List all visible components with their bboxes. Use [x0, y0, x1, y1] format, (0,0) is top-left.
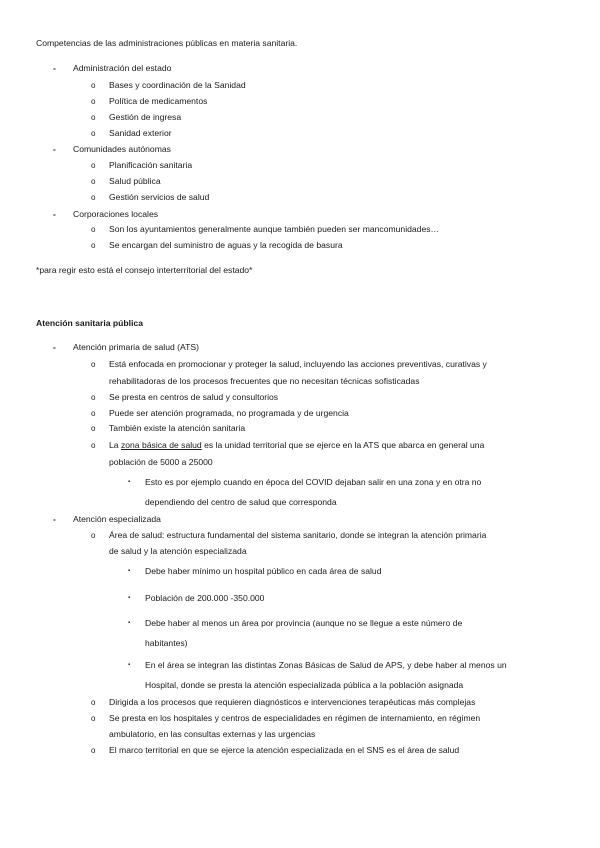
ap-label: Atención primaria de salud (ATS) — [73, 342, 199, 352]
dash-bullet: - — [53, 209, 56, 219]
circle-bullet: o — [91, 97, 96, 106]
list-item: Son los ayuntamientos generalmente aunque también pueden ser mancomunidades… — [109, 224, 440, 234]
circle-bullet: o — [91, 113, 96, 122]
sub-item: Debe haber mínimo un hospital público en cada área de salud — [145, 566, 382, 576]
group-label-locales: Corporaciones locales — [73, 209, 159, 219]
list-item: Se presta en centros de salud y consultorios — [109, 392, 279, 402]
list-item: Salud pública — [109, 176, 161, 186]
sub-item: Esto es por ejemplo cuando en época del COVID dejaban salir en una zona y en otra no — [145, 477, 482, 487]
list-item: Bases y coordinación de la Sanidad — [109, 80, 246, 90]
circle-bullet: o — [91, 241, 96, 250]
list-item: El marco territorial en que se ejerce la atención especializada en el SNS es el área de salud — [109, 745, 460, 755]
list-item: Política de medicamentos — [109, 96, 208, 106]
group-label-estado: Administración del estado — [73, 63, 172, 73]
sub-item-continuation: habitantes) — [145, 638, 188, 648]
square-bullet: ▪ — [128, 620, 131, 626]
circle-bullet: o — [91, 177, 96, 186]
circle-bullet: o — [91, 129, 96, 138]
list-item: Dirigida a los procesos que requieren diagnósticos e intervenciones terapéuticas más complejas — [109, 697, 476, 707]
text-run: es la unidad territorial que se ejerce en la ATS que abarca en general una — [201, 440, 485, 450]
list-item-continuation: rehabilitadoras de los procesos frecuentes que no necesitan técnicas sofisticadas — [109, 376, 420, 386]
circle-bullet: o — [91, 698, 96, 707]
circle-bullet: o — [91, 531, 96, 540]
list-item: Se presta en los hospitales y centros de especialidades en régimen de internamiento, en régimen — [109, 713, 481, 723]
list-item: Puede ser atención programada, no programada y de urgencia — [109, 408, 349, 418]
circle-bullet: o — [91, 360, 96, 369]
sub-item: Debe haber al menos un área por provincia (aunque no se llegue a este número de — [145, 618, 463, 628]
list-item-zbs — [109, 440, 484, 451]
dash-bullet: - — [53, 63, 56, 73]
circle-bullet: o — [91, 424, 96, 433]
circle-bullet: o — [91, 409, 96, 418]
list-item: Gestión servicios de salud — [109, 192, 210, 202]
text-run: La — [109, 440, 121, 450]
ae-label: Atención especializada — [73, 514, 161, 524]
circle-bullet: o — [91, 193, 96, 202]
dash-bullet: - — [53, 342, 56, 352]
group-label-ccaa: Comunidades autónomas — [73, 144, 171, 154]
square-bullet: ▪ — [128, 595, 131, 601]
list-item-continuation: de salud y la atención especializada — [109, 546, 247, 556]
intro-note: *para regir esto está el consejo interterritorial del estado* — [36, 265, 253, 275]
list-item-continuation: ambulatorio, en las consultas externas y las urgencias — [109, 729, 316, 739]
circle-bullet: o — [91, 714, 96, 723]
circle-bullet: o — [91, 441, 96, 450]
list-item: También existe la atención sanitaria — [109, 423, 246, 433]
circle-bullet: o — [91, 81, 96, 90]
sub-item: En el área se integran las distintas Zonas Básicas de Salud de APS, y debe haber al menos un — [145, 660, 507, 670]
sub-item-continuation: Hospital, donde se presta la atención especializada pública a la población asignada — [145, 680, 464, 690]
square-bullet: ▪ — [128, 662, 131, 668]
sub-item-continuation: dependiendo del centro de salud que corresponda — [145, 497, 337, 507]
square-bullet: ▪ — [128, 479, 131, 485]
sub-item: Población de 200.000 -350.000 — [145, 593, 265, 603]
underlined-term: zona básica de salud — [120, 440, 202, 450]
circle-bullet: o — [91, 393, 96, 402]
list-item: Planificación sanitaria — [109, 160, 193, 170]
circle-bullet: o — [91, 225, 96, 234]
list-item: Área de salud: estructura fundamental del sistema sanitario, donde se integran la atención primaria — [109, 530, 487, 540]
list-item: Se encargan del suministro de aguas y la recogida de basura — [109, 240, 343, 250]
list-item: Está enfocada en promocionar y proteger la salud, incluyendo las acciones preventivas, curativas y — [109, 359, 487, 369]
list-item-continuation: población de 5000 a 25000 — [109, 457, 213, 467]
circle-bullet: o — [91, 746, 96, 755]
intro-title: Competencias de las administraciones públicas en materia sanitaria. — [36, 38, 298, 48]
square-bullet: ▪ — [128, 568, 131, 574]
list-item: Sanidad exterior — [109, 128, 172, 138]
dash-bullet: - — [53, 144, 56, 154]
dash-bullet: - — [53, 514, 56, 524]
circle-bullet: o — [91, 161, 96, 170]
list-item: Gestión de ingresa — [109, 112, 182, 122]
section-heading: Atención sanitaria pública — [36, 318, 143, 328]
